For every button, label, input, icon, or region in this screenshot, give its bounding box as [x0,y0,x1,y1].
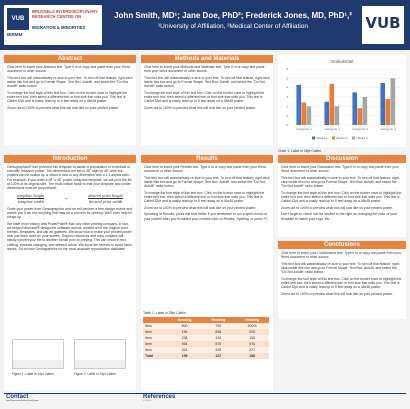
contact-heading: Contact [6,394,29,400]
legend-swatch [312,137,315,140]
y-tick-label: 0 [286,123,288,127]
conclusions-section [278,241,406,319]
formula-right [88,193,122,204]
vub-logo [362,6,404,44]
discussion-paragraph: Don't forget to check out our section to the right on changing the color of your template to match your logo, etc. [281,212,397,221]
contact-line: [phone] [33,401,39,402]
table-cell: 800 [168,323,202,329]
y-tick-label: 5 [286,76,288,81]
formula-denominator: desired print width [88,198,123,204]
formula-numerator: template height [17,192,45,198]
table-cell: Item [143,329,168,335]
discussion-paragraph: This text box will automatically re-size to your text. To turn off that feature, right-click inside this box and go to Format Shape, Text Box, Autofit, and select the "Do Not Autofit" radio button. [281,175,400,189]
chart-title: Grafiekttitel [330,59,354,64]
methods-body [141,63,273,114]
conclusions-paragraph: Zoom out to 100% to preview what this will look like on your printed poster. [281,291,393,296]
table-cell: 875 [201,341,235,347]
references-body [143,401,152,403]
formula-equals: = [64,195,68,201]
conclusions-body [278,249,406,300]
table-cell: 227 [235,347,269,353]
legend-swatch [332,137,335,140]
bar-mark [307,106,312,125]
bar-mark [385,99,390,125]
poster-affiliations: ¹University of Affiliation, ²Medical Center of Affiliation [157,23,309,30]
introduction-paragraph: We have more history with PowerPoint® than any other printing company, in fact, we helped Microsoft® design the software and we created all of the original color themes, templates, and clip art galleries. We know how to make your printed poster look just like it does on your screen. Graphic resources and copy contains will blindly convert your file to another format prior to printing. This can result in text shifting, symbols changing, and skewed colors. We know the secrets to avoid these issues. So choose Geniographics for the most accurate reproduction available! [7,221,133,251]
y-tick-label: 2 [286,104,288,109]
logo-line-1: BRUSSELS INTERDISCIPLINARY RESEARCH CENTRE ON [32,9,98,19]
birmm-label: BIRMM [7,32,23,37]
table-cell: Item [143,323,168,329]
birmm-logo [4,5,102,45]
reference-item: 4. [148,401,150,402]
results-paragraph: Click here to insert your Results text. Type it in or copy and paste from your Word document or other source. [144,165,266,174]
table-cell: 325 [201,347,235,353]
methods-paragraph: This text box will automatically re-size to your text. To turn off that feature, right-click inside this box and go to Format Shape, Text Box, Autofit, and select the "Do Not Autofit" radio button. [144,75,270,89]
formula-left [17,193,44,204]
x-tick-label: Categorie 3 [352,127,368,131]
methods-section [141,55,273,145]
poster-authors: John Smith, MD¹; Jane Doe, PhD²; Frederick Jones, MD, PhD¹,² [114,11,352,20]
introduction-paragraph: Geniographics® has provided this template to assist in preparation of a medical or scientific research poster. The dimensions are set to 48" high by 48" wide but posters can be scaled up or down in size to any dimension with a 1:1 aspect ratio. For example, if you order a 48" x 48" poster using this template, we will print the file at 100% of its original size. The most critical factor is that your template and poster dimensions must be proportional: [7,165,132,191]
table-cell: 134 [201,335,235,341]
reference-item: 3. [146,401,148,402]
contact-line: [address] [21,401,28,402]
methods-paragraph: Zoom out to 100% to preview what this will look like on your printed poster. [144,105,256,110]
conclusions-heading: Conclusions [278,241,406,249]
results-heading: Results [141,155,273,163]
conclusions-paragraph: Click here to insert your Conclusions text. Type it in or copy and paste from your Word document or other source. [281,251,401,260]
results-table [143,317,269,359]
y-tick-label: 3 [286,95,288,99]
methods-heading: Methods and Materials [141,55,273,63]
table-cell: 976 [235,341,269,347]
legend-label: Reeks 2 [336,136,348,140]
legend-label: Reeks 1 [316,136,328,140]
abstract-heading: Abstract [4,55,136,63]
table-cell: 186 [235,353,269,359]
contact-body [6,401,39,403]
table-cell: Item [143,341,168,347]
y-tick-label: 6 [286,67,288,71]
table-cell: 790 [201,323,235,329]
bar-mark [363,97,368,125]
proportion-formula [7,193,133,204]
table-cell: 199 [168,353,202,359]
bar-mark [391,78,396,125]
x-tick-label: Categorie 1 [296,127,312,131]
bar-chart [278,55,406,147]
chart-caption: Chart 1. Label in 28pt Calibri. [278,149,322,153]
table-cell: 238 [168,335,202,341]
x-tick-label: Categorie 4 [380,127,396,131]
abstract-body [4,63,136,114]
logo-line-2: MIGRATION & MINORITIES [32,25,86,30]
figure-1-image [12,339,64,369]
results-paragraph: This text box will automatically re-size to your text. To turn off that feature, right-click inside this box and go to Format Shape, Text Box, Autofit, and select the "Do Not Autofit" radio button. [144,175,270,189]
introduction-heading: Introduction [4,155,136,163]
conclusions-paragraph: This text box will automatically re-size to your text. To turn off that feature, right-click inside this box and go to Format Shape, Text Box, Autofit, and select the "Do Not Autofit" radio button. [281,261,400,275]
introduction-body [4,163,136,255]
y-tick-label: 1 [286,113,288,118]
table-cell: 158 [235,335,269,341]
table-cell: 200 [235,329,269,335]
results-paragraph: To change the font style of this text box: Click on the border once to highlight the entire text box, then select a different font or font size that suits you. This text is Calibri 32pt and is easily read up to 5 feet away on a 48x48 poster. [144,190,265,204]
vub-mark: VUB [7,8,29,30]
bar-mark [296,85,301,125]
y-tick-label: 4 [286,85,288,90]
table-header-cell: Heading [168,317,202,323]
table-total-row [143,353,269,359]
methods-paragraph: Click here to insert your Methods and Materials text. Type it in or copy and paste from your Word document or other source. [144,65,265,74]
figure-2-image [74,339,126,369]
discussion-paragraph: Click here to insert your Discussion text. Type it in or copy and paste from your Word document or other source. [281,165,399,174]
formula-denominator: template width [17,198,44,204]
discussion-section [278,155,406,237]
table-header-cell: Heading [201,317,235,323]
reference-item: 2. [144,401,147,402]
introduction-paragraph: Order your poster from Geniographics and we will perform a free design review and advise you if we see anything that may be a concern for printing. We'll even help fix things up. [7,206,133,220]
table-cell: 400% [235,323,269,329]
conclusions-paragraph: To change the font style of this text box: Click on the border once to highlight the entire text box, then select a different font or font size that suits you. This text is Calibri 32pt and is easily read up to 5 feet away on a 48x48 poster. [281,276,402,290]
table-cell: 856 [201,329,235,335]
contact-line: [name] [6,401,11,402]
abstract-section [4,55,136,145]
poster-header [0,0,410,50]
table-header-cell: Heading [235,317,269,323]
reference-item: 1. [143,401,145,402]
table-cell: 156 [168,329,202,335]
legend-label: Reeks 3 [356,136,368,140]
table-cell: Item [143,347,168,353]
bar-mark [301,103,306,125]
abstract-paragraph: To change the font style of this text box: Click on the border once to highlight the entire text box, then select a different font or font size that suits you. This text is Calibri 32pt and is easily read up to 5 feet away on a 48x48 poster. [7,90,128,104]
abstract-paragraph: This text box will automatically re-size to your text. To turn off that feature, right-click inside this box and go to Format Shape, Text Box, Autofit, and select the "Do Not Autofit" radio button. [7,75,133,89]
discussion-paragraph: To change the font style of this text box: Click on the border once to highlight the entire text box, then select a different font or font size that suits you. This text is Calibri 32pt and is easily read up to 5 feet away on a 48x48 poster. [281,190,402,204]
discussion-paragraph: Zoom out to 100% to preview what this will look like on your printed poster. [281,205,393,210]
footer-divider [4,393,406,394]
bar-mark [324,102,329,125]
table-cell: 127 [201,353,235,359]
results-paragraph: Speaking of Results, yours will look better if you remember to run a spell-check on your poster! After you've added your content click on Review, Spelling, or press F7. [144,212,269,221]
table-cell: Item [143,335,168,341]
formula-numerator: desired print height [88,192,123,198]
bar-mark [352,92,357,125]
contact-line: [email] [28,401,34,402]
legend-swatch [352,137,355,140]
vub-logo-text: VUB [365,14,401,32]
bar-mark [329,84,334,125]
results-body [141,163,273,225]
bar-mark [357,108,362,125]
abstract-paragraph: Zoom out to 100% to preview what this will look like on your printed poster. [7,105,119,110]
results-paragraph: Zoom out to 100% to preview what this will look like on your printed poster. [144,205,256,210]
bar-mark [335,106,340,125]
x-tick-label: Categorie 2 [324,127,340,131]
bar-mark [380,83,385,125]
methods-paragraph: To change the font style of this text box: Click on the border once to highlight the entire text box, then select a different font or font size that suits you. This text is Calibri 32pt and is easily read up to 5 feet away on a 48x48 poster. [144,90,265,104]
table-cell: Total [143,353,168,359]
table-caption: Table 1. Label in 28pt Calibri. [143,311,187,315]
discussion-heading: Discussion [278,155,406,163]
discussion-body [278,163,406,225]
chart-1 [278,55,406,147]
table-cell: 324 [168,347,202,353]
abstract-paragraph: Click here to insert your Abstract text. Type it in or copy and paste from your Word document or other source. [7,65,130,74]
contact-line: [organization] [11,401,21,402]
figure-2-caption: Figure 2. Label in 24pt Calibri. [74,372,117,376]
figure-1-caption: Figure 1. Label in 24pt Calibri. [12,372,55,376]
table-cell: 954 [168,341,202,347]
references-heading: References [143,394,176,400]
reference-item: 5. [150,401,152,402]
